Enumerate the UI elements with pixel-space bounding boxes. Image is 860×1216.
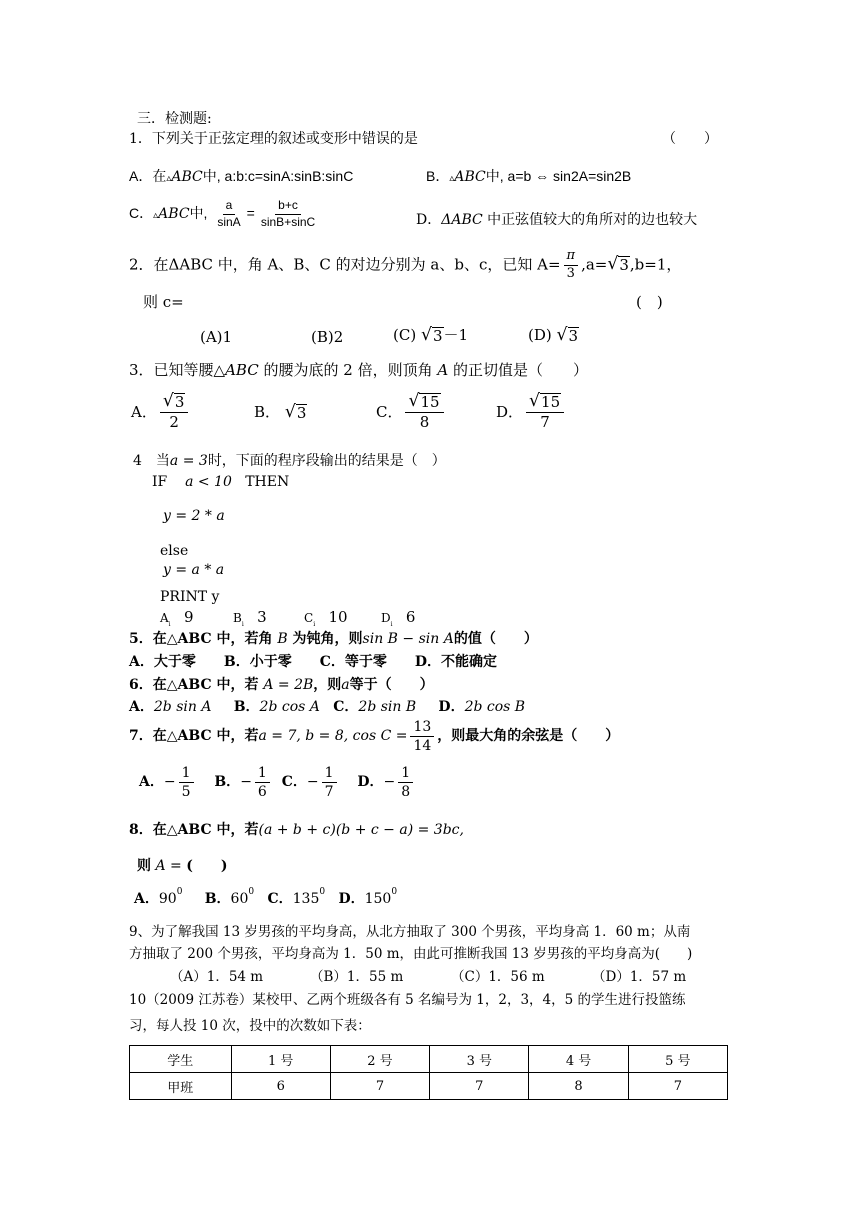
q4-if-line: IF a < 10 THEN (152, 474, 290, 490)
q6-stem: 6．在△ABC 中，若 A = 2B，则a等于（ ） (129, 677, 434, 693)
q2-option-d: (D) √ 3 (528, 325, 579, 345)
triangle-icon: ▵ (153, 210, 159, 221)
q1-answer-paren: （ ） (662, 131, 718, 147)
q4-option-d: $D_i$ 6 (381, 608, 416, 628)
q1-option-b: B．▵ABC中, a=b ⇔ sin2A=sin2B (426, 168, 632, 185)
table-cell: 6 (231, 1073, 330, 1100)
table-header-cell: 4 号 (529, 1046, 628, 1073)
section-title: 三．检测题: (137, 111, 212, 127)
q1-option-c-fraction-2: $\frac{b+c}{\sin B+\sin C}$ (260, 198, 316, 229)
q9-line2: 方抽取了 200 个男孩，平均身高为 1．50 m，由此可推断我国 13 岁男孩的平均身高为( ) (129, 946, 693, 962)
table-cell: 甲班 (130, 1073, 232, 1100)
q2-option-b: (B)2 (311, 328, 344, 346)
table-cell: 7 (330, 1073, 429, 1100)
q1-option-d: D．ΔABC 中正弦值较大的角所对的边也较大 (416, 212, 698, 228)
q4-option-a: $A_i$ 9 (160, 608, 194, 628)
q4-else: else (160, 543, 189, 559)
q3-option-d: D． √ 15 7 (496, 393, 567, 431)
table-row (130, 1073, 728, 1100)
q2-stem: 2．在ΔABC 中，角 A、B、C 的对边分别为 a、b、c，已知 A= $\frac{\pi}{3}$ ,a= √ 3 ,b=1， (129, 248, 682, 281)
q9-line1: 9、为了解我国 13 岁男孩的平均身高，从北方抽取了 300 个男孩，平均身高 1．60 m；从南 (129, 924, 691, 940)
q8-stem: 8．在△ABC 中，若(a + b + c)(b + c − a) = 3bc, (129, 822, 464, 838)
table-header-cell: 1 号 (231, 1046, 330, 1073)
q3-option-a: A． √ 3 2 (131, 393, 191, 431)
table-cell: 7 (430, 1073, 529, 1100)
triangle-icon: ▵ (449, 173, 455, 184)
q2-option-c: (C) √ 3 －1 (393, 325, 469, 345)
table-header-row (130, 1046, 728, 1073)
q2-angle-fraction: $\frac{\pi}{3}$ (564, 249, 579, 282)
q5-options: A．大于零 B．小于零 C．等于零 D．不能确定 (129, 654, 497, 670)
score-table (129, 1045, 728, 1100)
q4-assign-1: y = 2 * a (163, 508, 225, 524)
q8-options: A．$90^0$ B．$60^0$ C．$135^0$ D．$150^0$ (134, 887, 398, 907)
q1-option-a: A．在▵ABC中, a:b:c=sinA:sinB:sinC (129, 168, 354, 185)
q1-stem: 1．下列关于正弦定理的叙述或变形中错误的是 (129, 131, 418, 147)
q4-print: PRINT y (160, 589, 220, 605)
q4-option-c: $C_i$ 10 (304, 608, 348, 628)
q9-option-c: （C）1．56 m (451, 969, 545, 985)
table-cell: 7 (628, 1073, 727, 1100)
q9-option-d: （D）1．57 m (592, 969, 687, 985)
q2-answer-paren: ( ) (636, 293, 663, 311)
q2-line2: 则 c= (143, 293, 184, 311)
q7-stem: 7．在△ABC 中，若a = 7, b = 8, cos C = $\frac{13}{14}$ ，则最大角的余弦是（ ） (129, 719, 620, 755)
q3-stem: 3．已知等腰△ABC 的腰为底的 2 倍，则顶角 A 的正切值是（ ） (129, 361, 588, 379)
q3-option-c: C． √ 15 8 (376, 393, 447, 431)
table-header-cell: 学生 (130, 1046, 232, 1073)
q5-stem: 5．在△ABC 中，若角 B 为钝角，则sin B − sin A的值（ ） (129, 631, 538, 647)
q3-option-b: B． √ 3 (254, 402, 307, 422)
q2-option-a: (A)1 (200, 328, 233, 346)
table-header-cell: 5 号 (628, 1046, 727, 1073)
q4-option-b: $B_i$ 3 (233, 608, 267, 628)
q9-option-b: （B）1．55 m (310, 969, 404, 985)
table-header-cell: 2 号 (330, 1046, 429, 1073)
q1-option-c-fraction-1: $\frac{a}{\sin A}$ (217, 198, 241, 229)
table-header-cell: 3 号 (430, 1046, 529, 1073)
q8-line2: 则 A = ( ) (137, 858, 228, 874)
table-cell: 8 (529, 1073, 628, 1100)
q9-option-a: （A）1．54 m (170, 969, 264, 985)
q4-assign-2: y = a * a (163, 562, 225, 578)
q1-option-c: C．▵ABC中, $\frac{a}{\sin A}$ = $\frac{b+c}{\sin B+\sin C}$ (129, 199, 321, 230)
q10-line1: 10（2009 江苏卷）某校甲、乙两个班级各有 5 名编号为 1，2，3，4，5 的学生进行投篮练 (129, 992, 686, 1008)
q6-options: A．2b sin A B．2b cos A C．2b sin B D．2b cos B (129, 699, 526, 715)
q7-options: A．− $\frac{1}{5}$ B．− $\frac{1}{6}$ C．− $\frac{1}{7}$ D．− $\frac{1}{8}$ (139, 765, 416, 800)
q2-sqrt: √ 3 (607, 254, 629, 275)
q10-line2: 习，每人投 10 次，投中的次数如下表： (129, 1018, 371, 1034)
triangle-icon: ▵ (166, 173, 172, 184)
q4-stem: 4 当a = 3时，下面的程序段输出的结果是（ ） (133, 453, 446, 469)
